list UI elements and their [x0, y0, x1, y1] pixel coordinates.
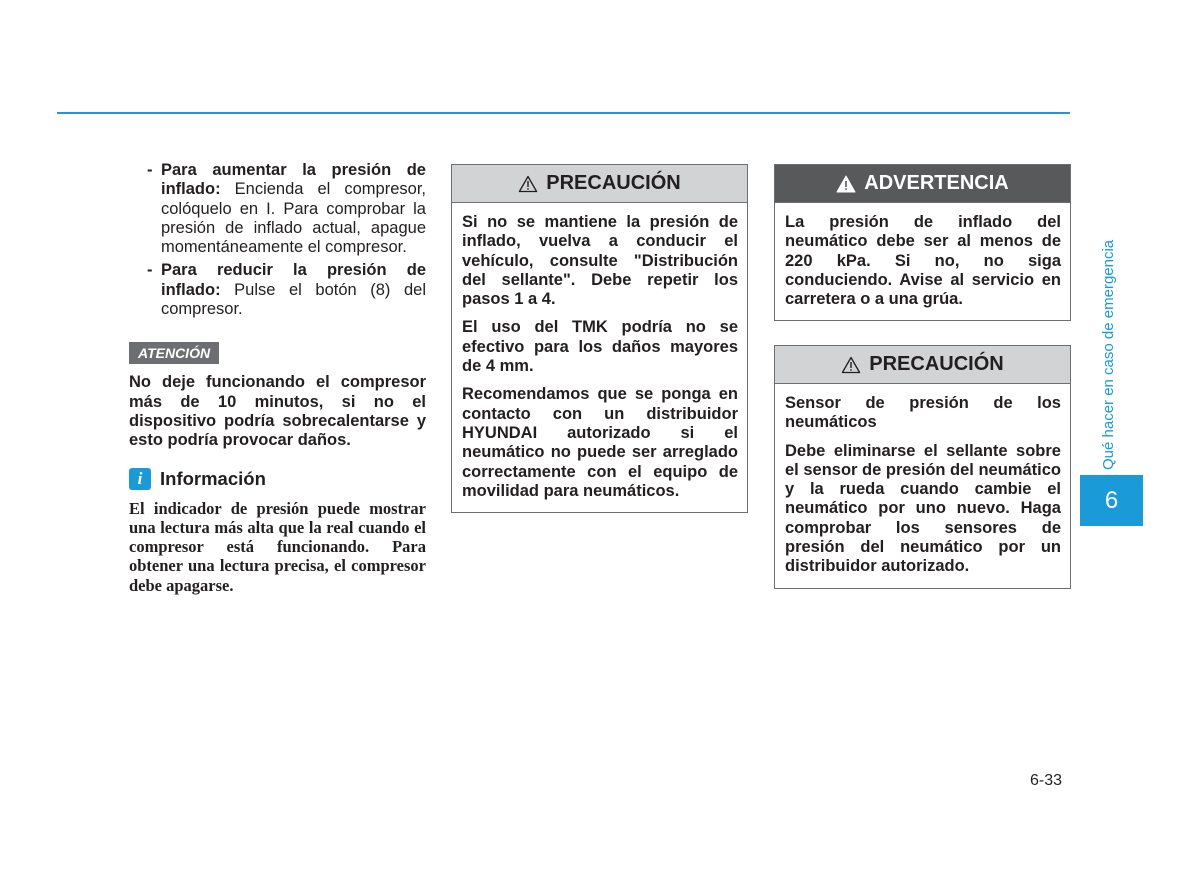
caution-paragraph: Recomendamos que se ponga en contacto con un distribuidor HYUNDAI autorizado si el neumático no puede ser arreglado correctamente con el equipo de movilidad para neumáticos.: [462, 385, 738, 500]
caution-box-sensor: [774, 345, 1071, 589]
chapter-tab: 6: [1080, 475, 1143, 526]
caution-box-title: PRECAUCIÓN: [546, 172, 681, 194]
caution-box-body: [452, 203, 747, 512]
step-dash: -: [147, 261, 153, 280]
warning-box-title: ADVERTENCIA: [864, 172, 1009, 194]
caution-paragraph: El uso del TMK podría no se efectivo para los daños mayores de 4 mm.: [462, 318, 738, 376]
atencion-text: No deje funcionando el compresor más de 10 minutos, si no el dispositivo podría sobrecalentarse y esto podría provocar daños.: [129, 373, 426, 450]
caution-paragraph: Sensor de presión de los neumáticos: [785, 394, 1061, 432]
left-column: [129, 161, 426, 595]
step-dash: -: [147, 161, 153, 179]
info-heading: [129, 468, 426, 490]
warning-box-pressure: [774, 164, 1071, 321]
caution-paragraph: Si no se mantiene la presión de inflado, vuelva a conducir el vehículo, consulte "Distribución del sellante". Debe repetir los pasos 1 a 4.: [462, 213, 738, 309]
step-increase-pressure: [147, 161, 426, 257]
section-title-vertical: Qué hacer en caso de emergencia: [1100, 239, 1117, 470]
warning-triangle-outline-icon: [518, 175, 538, 193]
warning-box-body: [775, 203, 1070, 320]
step-lead: Para aumentar la presión de inflado:: [161, 161, 426, 199]
step-body: Encienda el compresor, colóquelo en I. Para comprobar la presión de inflado actual, apague momentáneamente el compresor.: [161, 180, 426, 257]
warning-triangle-filled-icon: [836, 175, 856, 193]
atencion-label: ATENCIÓN: [129, 342, 219, 364]
header-rule: [57, 112, 1070, 114]
page-number: 6-33: [1030, 772, 1063, 789]
step-text: [161, 261, 426, 319]
caution-box-sealant: [451, 164, 748, 513]
warning-triangle-outline-icon: [841, 356, 861, 374]
step-reduce-pressure: [147, 261, 426, 319]
info-icon: i: [129, 468, 151, 490]
caution-box-body: [775, 384, 1070, 588]
info-title: Información: [160, 467, 266, 489]
caution-box-header: [452, 165, 747, 203]
caution-box-title: PRECAUCIÓN: [869, 353, 1004, 375]
step-lead: Para reducir la presión de inflado:: [161, 261, 426, 299]
step-text: [161, 161, 426, 257]
warning-paragraph: La presión de inflado del neumático debe ser al menos de 220 kPa. Si no, no siga conduciendo. Avise al servicio en carretera o a una grúa.: [785, 213, 1061, 309]
caution-paragraph: Debe eliminarse el sellante sobre el sensor de presión del neumático y la rueda cuando cambie el neumático por uno nuevo. Haga comprobar los sensores de presión del neumático por un distribuidor autorizado.: [785, 441, 1061, 576]
warning-box-header: [775, 165, 1070, 203]
info-text: El indicador de presión puede mostrar una lectura más alta que la real cuando el compresor está funcionando. Para obtener una lectura precisa, el compresor debe apagarse.: [129, 498, 426, 595]
caution-box-header: [775, 346, 1070, 384]
step-body: Pulse el botón (8) del compresor.: [161, 280, 426, 319]
